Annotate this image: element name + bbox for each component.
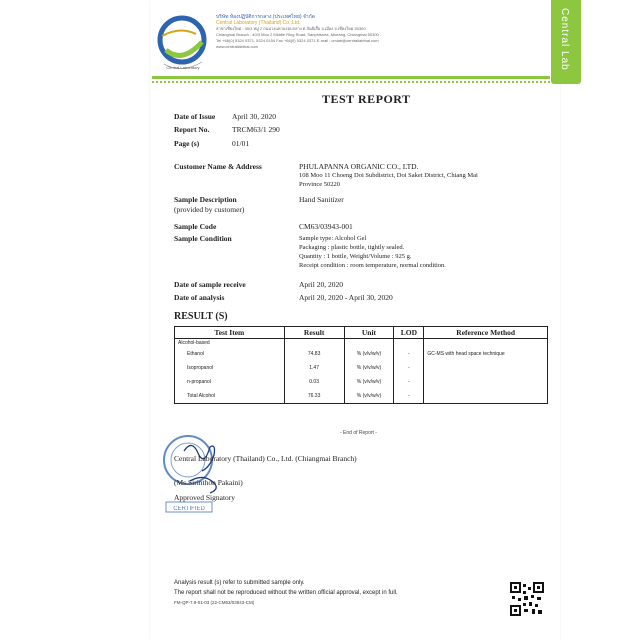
table-group-row xyxy=(175,339,548,348)
table-row xyxy=(175,375,548,389)
customer-label: Customer Name & Address xyxy=(174,162,262,171)
footer-disclaimer-2: The report shall not be reproduced without the written official approval, except in full. xyxy=(174,590,398,596)
row-method: GC-MS with head space technique xyxy=(424,347,548,361)
svg-text:Central Laboratory: Central Laboratory xyxy=(166,65,200,70)
col-unit: Unit xyxy=(344,327,394,339)
row-method xyxy=(424,389,548,404)
date-receive-value: April 20, 2020 xyxy=(299,280,343,289)
page-label: Page (s) xyxy=(174,139,200,148)
col-test-item: Test Item xyxy=(175,327,285,339)
row-lod: - xyxy=(394,389,424,404)
customer-address-line-1: 108 Moo 11 Choeng Doi Subdistrict, Doi Saket District, Chiang Mai xyxy=(299,172,478,179)
signatory-name: (Ms.Sirinthon Pakaini) xyxy=(174,478,243,487)
date-analysis-label: Date of analysis xyxy=(174,293,225,302)
row-item: Ethanol xyxy=(175,347,285,361)
lab-name-thai: บริษัท ห้องปฏิบัติการกลาง (ประเทศไทย) จำกัด xyxy=(216,14,315,20)
lab-address-block xyxy=(216,14,379,50)
table-row xyxy=(175,389,548,404)
date-receive-label: Date of sample receive xyxy=(174,280,246,289)
row-item: Total Alcohol xyxy=(175,389,285,404)
central-lab-tab xyxy=(551,0,581,84)
signatory-company: Central Laboratory (Thailand) Co., Ltd. (Chiangmai Branch) xyxy=(174,454,357,463)
group-label: Alcohol-based xyxy=(175,339,285,348)
date-analysis-value: April 20, 2020 - April 30, 2020 xyxy=(299,293,393,302)
results-header-row xyxy=(175,327,548,339)
row-lod: - xyxy=(394,347,424,361)
condition-quantity: Quantity : 1 bottle, Weight/Volume : 925 g. xyxy=(299,253,412,260)
page-value: 01/01 xyxy=(232,139,250,148)
row-item: n-propanol xyxy=(175,375,285,389)
col-lod: LOD xyxy=(394,327,424,339)
lab-name-english: Central Laboratory (Thailand) Co.,Ltd. xyxy=(216,20,301,26)
signature-scribble-icon xyxy=(180,437,240,517)
footer-disclaimer-1: Analysis result (s) refer to submitted sample only. xyxy=(174,580,305,586)
col-reference-method: Reference Method xyxy=(424,327,548,339)
lab-branch-thai: สาขาเชียงใหม่ : 40/3 หมู่ 2 ถนนวงแหวนรอบกลาง ต.สันผีเสื้อ อ.เมือง จ.เชียงใหม่ 50300 xyxy=(216,26,366,31)
row-unit: % (v/v/w/v) xyxy=(344,389,394,404)
report-title: TEST REPORT xyxy=(322,92,411,106)
row-result: 74.83 xyxy=(284,347,344,361)
row-method xyxy=(424,361,548,375)
results-heading: RESULT (S) xyxy=(174,311,228,322)
sample-condition-label: Sample Condition xyxy=(174,234,232,243)
condition-packaging: Packaging : plastic bottle, tightly sealed. xyxy=(299,244,405,251)
row-result: 76.33 xyxy=(284,389,344,404)
condition-receipt: Receipt condition : room temperature, normal condition. xyxy=(299,262,446,269)
header-green-bar xyxy=(152,76,550,79)
row-method xyxy=(424,375,548,389)
footer-form-code: FM-QP-7.8-01-03 (22-CM63/03943-CM) xyxy=(174,600,255,605)
row-result: 0.03 xyxy=(284,375,344,389)
qr-code-icon xyxy=(510,582,544,616)
row-unit: % (v/v/w/v) xyxy=(344,361,394,375)
lab-website: www.centrallabthai.com xyxy=(216,44,259,49)
svg-text:CERTIFIED: CERTIFIED xyxy=(173,506,205,512)
condition-sample-type: Sample type: Alcohol Gel xyxy=(299,235,367,242)
sample-description-sub: (provided by customer) xyxy=(174,205,245,214)
sample-code-value: CM63/03943-001 xyxy=(299,222,353,231)
date-of-issue-value: April 30, 2020 xyxy=(232,112,276,121)
date-of-issue-label: Date of Issue xyxy=(174,112,216,121)
sample-description-value: Hand Sanitizer xyxy=(299,195,344,204)
report-no-value: TRCM63/1 290 xyxy=(232,125,280,134)
customer-address-line-2: Province 50220 xyxy=(299,181,340,188)
side-tab-label: Central Lab xyxy=(559,8,570,71)
row-item: Isopropanol xyxy=(175,361,285,375)
results-table xyxy=(174,326,548,404)
central-lab-logo-icon xyxy=(152,12,212,72)
row-unit: % (v/v/w/v) xyxy=(344,375,394,389)
signatory-role: Approved Signatory xyxy=(174,493,236,502)
customer-name: PHULAPANNA ORGANIC CO., LTD. xyxy=(299,162,419,171)
row-lod: - xyxy=(394,361,424,375)
table-row xyxy=(175,361,548,375)
sample-code-label: Sample Code xyxy=(174,222,217,231)
lab-contact: Tel +66(0) 5324 0371, 5324 0154 Fax +66(0) 5324 0371 E-mail : cmlab@centrallabthai.com xyxy=(216,38,379,43)
table-row xyxy=(175,347,548,361)
end-of-report: - End of Report - xyxy=(340,430,377,436)
row-lod: - xyxy=(394,375,424,389)
col-result: Result xyxy=(284,327,344,339)
header-dotted-rule xyxy=(152,81,550,85)
row-result: 1.47 xyxy=(284,361,344,375)
lab-branch-english: Chiangmai Branch : 40/3 Moo 2 Middle Ring Road, Sanphisuea, Mueang, Chiangmai 50300 xyxy=(216,32,379,37)
row-unit: % (v/v/w/v) xyxy=(344,347,394,361)
report-no-label: Report No. xyxy=(174,125,210,134)
sample-description-label: Sample Description xyxy=(174,195,237,204)
